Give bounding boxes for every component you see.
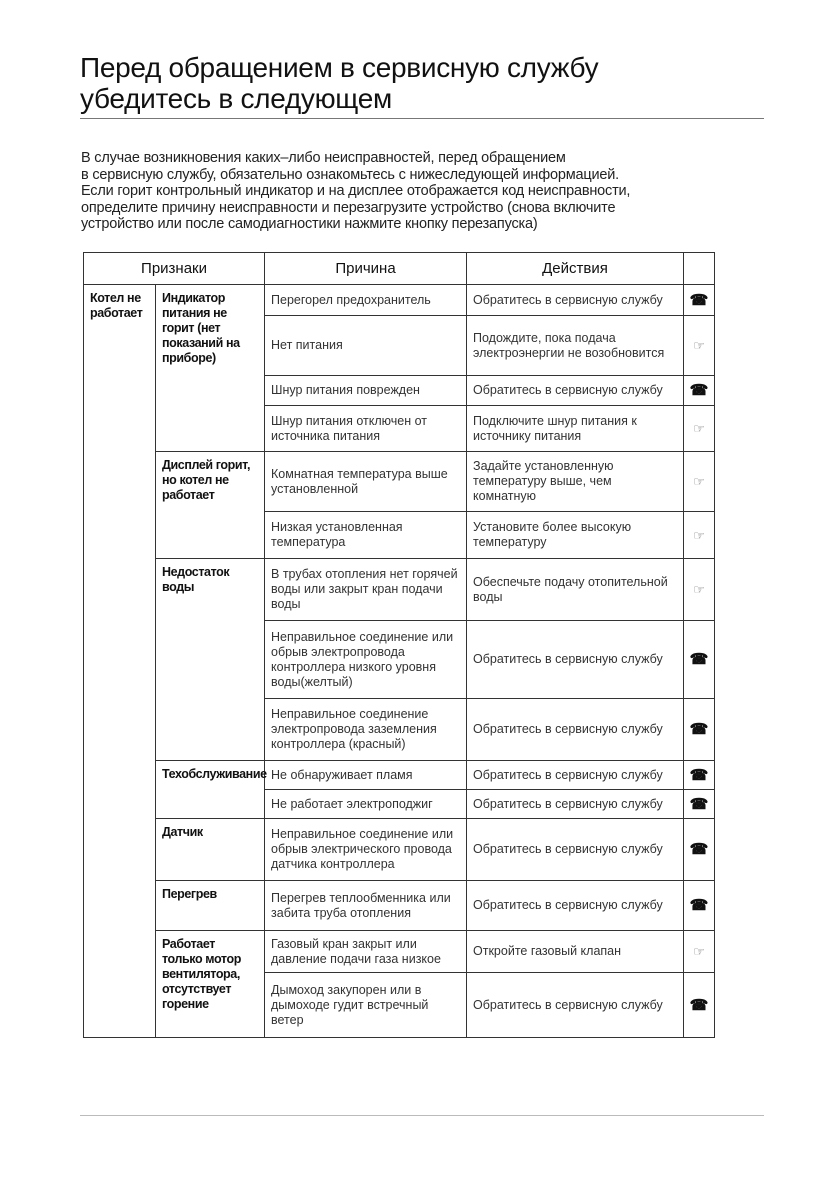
troubleshooting-table xyxy=(83,252,715,1038)
icon-cell xyxy=(684,512,715,559)
cause-cell: Перегорел предохранитель xyxy=(265,285,467,316)
icon-cell xyxy=(684,761,715,790)
action-cell: Откройте газовый клапан xyxy=(467,931,684,973)
cause-cell: Комнатная температура выше установленной xyxy=(265,452,467,512)
header-cause: Причина xyxy=(265,253,467,285)
main-symptom-cell: Котел не работает xyxy=(84,285,156,1038)
phone-icon: ☎ xyxy=(689,291,709,309)
intro-paragraph xyxy=(81,150,761,233)
action-cell: Обратитесь в сервисную службу xyxy=(467,973,684,1038)
phone-icon: ☎ xyxy=(689,651,709,668)
action-cell: Обратитесь в сервисную службу xyxy=(467,790,684,819)
cause-cell: Дымоход закупорен или в дымоходе гудит встречный ветер xyxy=(265,973,467,1038)
pointing-hand-icon: ☞ xyxy=(693,944,705,959)
cause-cell: Неправильное соединение или обрыв электрического провода датчика контроллера xyxy=(265,819,467,881)
icon-cell xyxy=(684,973,715,1038)
pointing-hand-icon: ☞ xyxy=(693,582,705,597)
phone-icon: ☎ xyxy=(689,766,709,784)
icon-cell xyxy=(684,790,715,819)
symptom-cell: Датчик xyxy=(156,819,265,881)
symptom-cell: Индикатор питания не горит (нет показаний на приборе) xyxy=(156,285,265,452)
symptom-cell: Недостаток воды xyxy=(156,559,265,761)
phone-icon: ☎ xyxy=(689,795,709,813)
symptom-cell: Работает только мотор вентилятора, отсутствует горение xyxy=(156,931,265,1038)
action-cell: Подключите шнур питания к источнику питания xyxy=(467,406,684,452)
phone-icon: ☎ xyxy=(689,996,709,1014)
icon-cell xyxy=(684,376,715,406)
cause-cell: Неправильное соединение или обрыв электропровода контроллера низкого уровня воды(желтый) xyxy=(265,621,467,699)
intro-line: в сервисную службу, обязательно ознакомьтесь с нижеследующей информацией. xyxy=(81,166,619,183)
icon-cell xyxy=(684,406,715,452)
pointing-hand-icon: ☞ xyxy=(693,421,705,436)
action-cell: Установите более высокую температуру xyxy=(467,512,684,559)
cause-cell: Не работает электроподжиг xyxy=(265,790,467,819)
cause-cell: Не обнаруживает пламя xyxy=(265,761,467,790)
table-row xyxy=(84,559,715,621)
symptom-cell: Дисплей горит, но котел не работает xyxy=(156,452,265,559)
action-cell: Подождите, пока подача электроэнергии не возобновится xyxy=(467,316,684,376)
icon-cell xyxy=(684,881,715,931)
pointing-hand-icon: ☞ xyxy=(693,527,705,543)
phone-icon: ☎ xyxy=(689,897,709,914)
cause-cell: Нет питания xyxy=(265,316,467,376)
cause-cell: Перегрев теплообменника или забита труба отопления xyxy=(265,881,467,931)
action-cell: Обратитесь в сервисную службу xyxy=(467,761,684,790)
icon-cell xyxy=(684,621,715,699)
phone-icon: ☎ xyxy=(689,841,709,858)
phone-icon: ☎ xyxy=(689,382,709,399)
icon-cell xyxy=(684,699,715,761)
icon-cell xyxy=(684,285,715,316)
icon-cell xyxy=(684,559,715,621)
action-cell: Обратитесь в сервисную службу xyxy=(467,881,684,931)
phone-icon: ☎ xyxy=(689,721,709,738)
icon-cell xyxy=(684,819,715,881)
table-row xyxy=(84,931,715,973)
pointing-hand-icon: ☞ xyxy=(693,338,705,353)
action-cell: Обратитесь в сервисную службу xyxy=(467,376,684,406)
action-cell: Обратитесь в сервисную службу xyxy=(467,621,684,699)
icon-cell xyxy=(684,452,715,512)
icon-cell xyxy=(684,931,715,973)
title-line: убедитесь в следующем xyxy=(80,83,392,114)
action-cell: Задайте установленную температуру выше, чем комнатную xyxy=(467,452,684,512)
cause-cell: Шнур питания поврежден xyxy=(265,376,467,406)
table-row xyxy=(84,761,715,790)
page-title xyxy=(80,52,598,114)
table-row xyxy=(84,819,715,881)
divider xyxy=(80,118,764,119)
title-line: Перед обращением в сервисную службу xyxy=(80,52,599,83)
cause-cell: Шнур питания отключен от источника питания xyxy=(265,406,467,452)
header-icon xyxy=(684,253,715,285)
pointing-hand-icon: ☞ xyxy=(693,474,705,489)
table-header-row xyxy=(84,253,715,285)
intro-line: Если горит контрольный индикатор и на дисплее отображается код неисправности, xyxy=(81,183,631,199)
symptom-cell: Перегрев xyxy=(156,881,265,931)
cause-cell: В трубах отопления нет горячей воды или закрыт кран подачи воды xyxy=(265,559,467,621)
cause-cell: Газовый кран закрыт или давление подачи газа низкое xyxy=(265,931,467,973)
action-cell: Обратитесь в сервисную службу xyxy=(467,285,684,316)
table-row xyxy=(84,452,715,512)
table-row xyxy=(84,285,715,316)
intro-line: устройство или после самодиагностики нажмите кнопку перезапуска) xyxy=(81,216,538,232)
intro-line: определите причину неисправности и перезагрузите устройство (снова включите xyxy=(81,199,616,216)
action-cell: Обеспечьте подачу отопительной воды xyxy=(467,559,684,621)
table-body xyxy=(84,285,715,1038)
symptom-cell: Техобслуживание xyxy=(156,761,265,819)
intro-line: В случае возникновения каких–либо неисправностей, перед обращением xyxy=(81,150,566,166)
action-cell: Обратитесь в сервисную службу xyxy=(467,819,684,881)
footer-divider xyxy=(80,1115,764,1116)
icon-cell xyxy=(684,316,715,376)
cause-cell: Низкая установленная температура xyxy=(265,512,467,559)
header-actions: Действия xyxy=(467,253,684,285)
table-row xyxy=(84,881,715,931)
cause-cell: Неправильное соединение электропровода заземления контроллера (красный) xyxy=(265,699,467,761)
action-cell: Обратитесь в сервисную службу xyxy=(467,699,684,761)
header-symptoms: Признаки xyxy=(84,253,265,285)
